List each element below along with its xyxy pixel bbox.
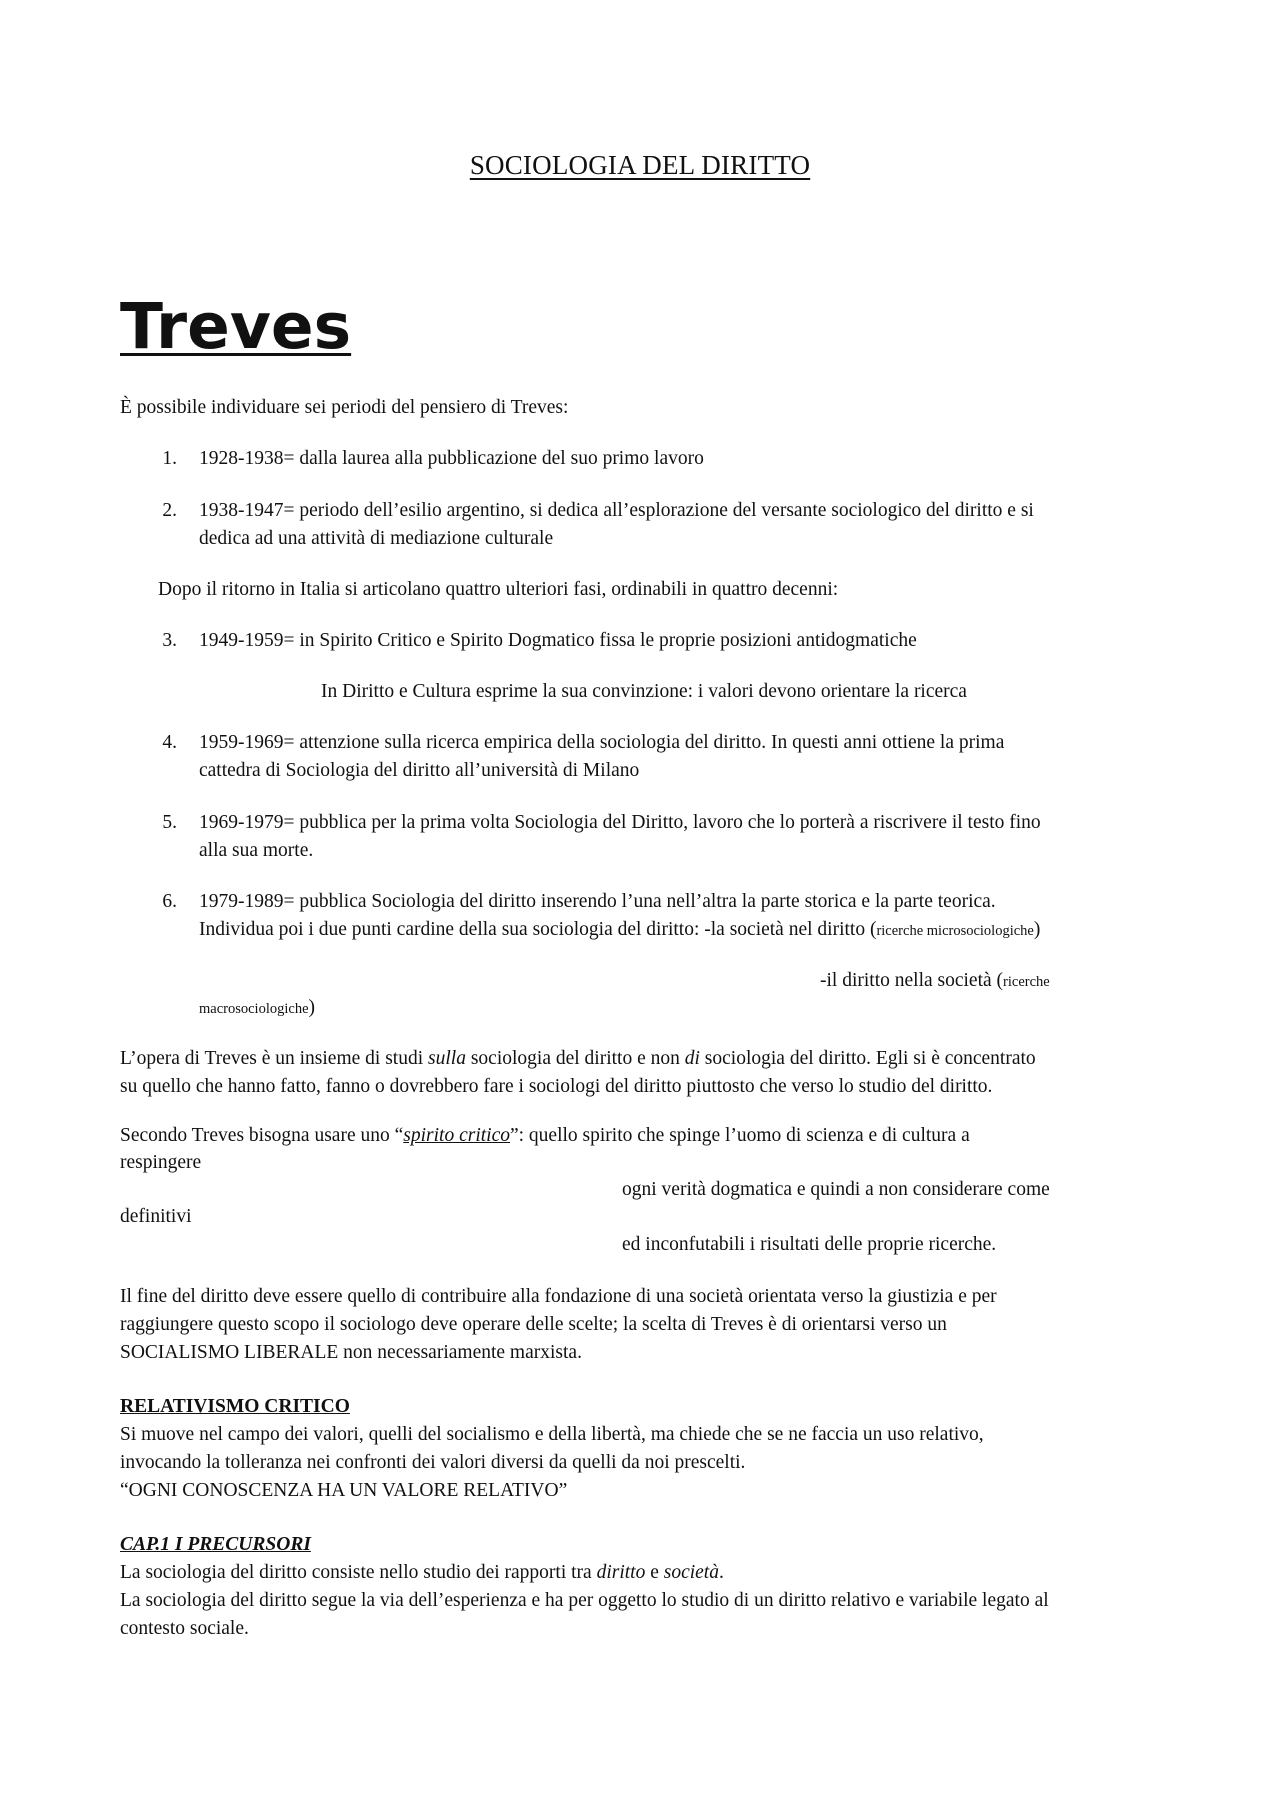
cap1-line-1	[120, 1559, 724, 1587]
italic-text: diritto	[596, 1562, 646, 1583]
italic-text: di	[684, 1048, 700, 1069]
list-item-6-line-2	[199, 916, 1040, 945]
section-heading-treves: Treves	[120, 290, 352, 363]
spirito-paragraph-line-5: ed inconfutabili i risultati delle proprie ricerche.	[622, 1234, 997, 1255]
list-item-3-extra: In Diritto e Cultura esprime la sua convinzione: i valori devono orientare la ricerca	[321, 681, 967, 702]
text-run: L’opera di Treves è un insieme di studi	[120, 1048, 429, 1069]
cap1-line-3: contesto sociale.	[120, 1618, 249, 1639]
text-run: Secondo Treves bisogna usare uno “	[120, 1125, 404, 1146]
list-number: 2.	[162, 500, 177, 521]
opera-paragraph-line-2: su quello che hanno fatto, fanno o dovrebbero fare i sociologi del diritto piuttosto che verso lo studio del diritto.	[120, 1076, 993, 1097]
spirito-paragraph-line-3: ogni verità dogmatica e quindi a non considerare come	[622, 1179, 1050, 1200]
fine-paragraph-line-2: raggiungere questo scopo il sociologo deve operare delle scelte; la scelta di Treves è di orientarsi verso un	[120, 1314, 947, 1335]
spirito-paragraph-line-2: respingere	[120, 1152, 202, 1173]
list-item-5-line-2: alla sua morte.	[199, 840, 314, 861]
cap1-line-2: La sociologia del diritto segue la via dell’esperienza e ha per oggetto lo studio di un diritto relativo e variabile legato al	[120, 1590, 1049, 1611]
list-item-6-line-4	[199, 994, 315, 1023]
list-item-6-line-1: 1979-1989= pubblica Sociologia del diritto inserendo l’una nell’altra la parte storica e la parte teorica.	[199, 891, 996, 912]
return-paragraph: Dopo il ritorno in Italia si articolano quattro ulteriori fasi, ordinabili in quattro decenni:	[158, 579, 839, 600]
list-item-3: 1949-1959= in Spirito Critico e Spirito Dogmatico fissa le proprie posizioni antidogmatiche	[199, 630, 917, 651]
spirito-paragraph-line-1	[120, 1122, 970, 1150]
text-run: .	[718, 1562, 724, 1583]
intro-paragraph: È possibile individuare sei periodi del pensiero di Treves:	[120, 397, 569, 418]
text-run: e	[645, 1562, 664, 1583]
list-item-4-line-2: cattedra di Sociologia del diritto all’università di Milano	[199, 760, 640, 781]
opera-paragraph-line-1	[120, 1045, 1036, 1073]
list-item-1: 1928-1938= dalla laurea alla pubblicazione del suo primo lavoro	[199, 448, 704, 469]
list-number: 1.	[162, 448, 177, 469]
relativismo-heading: RELATIVISMO CRITICO	[120, 1396, 350, 1417]
text-run: sociologia del diritto. Egli si è concentrato	[699, 1048, 1036, 1069]
cap1-heading: CAP.1 I PRECURSORI	[120, 1534, 311, 1555]
relativismo-line-1: Si muove nel campo dei valori, quelli del socialismo e della libertà, ma chiede che se ne faccia un uso relativo,	[120, 1424, 984, 1445]
italic-underlined-text: spirito critico	[403, 1125, 510, 1146]
fine-paragraph-line-3: SOCIALISMO LIBERALE non necessariamente marxista.	[120, 1342, 582, 1363]
relativismo-line-2: invocando la tolleranza nei confronti dei valori diversi da quelli da noi prescelti.	[120, 1452, 746, 1473]
text-run: La sociologia del diritto consiste nello studio dei rapporti tra	[120, 1562, 597, 1583]
list-item-6-paren: )	[308, 997, 316, 1018]
list-item-6-text: -il diritto nella società (	[820, 970, 1004, 991]
fine-paragraph-line-1: Il fine del diritto deve essere quello di contribuire alla fondazione di una società orientata verso la giustizia e per	[120, 1286, 997, 1307]
list-item-4-line-1: 1959-1969= attenzione sulla ricerca empirica della sociologia del diritto. In questi anni ottiene la prima	[199, 732, 1005, 753]
spirito-paragraph-line-4: definitivi	[120, 1206, 192, 1227]
text-run: ”: quello spirito che spinge l’uomo di scienza e di cultura a	[509, 1125, 970, 1146]
list-item-6-paren: )	[1033, 919, 1041, 940]
italic-text: sulla	[428, 1048, 466, 1069]
list-number: 6.	[162, 891, 177, 912]
list-item-6-small-note: macrosociologiche	[199, 1001, 309, 1017]
list-number: 3.	[162, 630, 177, 651]
relativismo-line-3: “OGNI CONOSCENZA HA UN VALORE RELATIVO”	[120, 1480, 568, 1501]
list-item-2-line-1: 1938-1947= periodo dell’esilio argentino, si dedica all’esplorazione del versante sociologico del diritto e si	[199, 500, 1034, 521]
list-item-5-line-1: 1969-1979= pubblica per la prima volta Sociologia del Diritto, lavoro che lo porterà a riscrivere il testo fino	[199, 812, 1041, 833]
list-item-6-text: Individua poi i due punti cardine della sua sociologia del diritto: -la società nel diritto (	[199, 919, 877, 940]
list-item-2-line-2: dedica ad una attività di mediazione culturale	[199, 528, 554, 549]
list-item-6-small-note: ricerche microsociologiche	[876, 923, 1034, 939]
document-title: SOCIOLOGIA DEL DIRITTO	[469, 150, 811, 180]
text-run: sociologia del diritto e non	[465, 1048, 685, 1069]
italic-text: società	[663, 1562, 719, 1583]
list-number: 4.	[162, 732, 177, 753]
list-item-6-small-note: ricerche	[1003, 974, 1050, 990]
list-number: 5.	[162, 812, 177, 833]
list-item-6-line-3	[820, 967, 1050, 996]
